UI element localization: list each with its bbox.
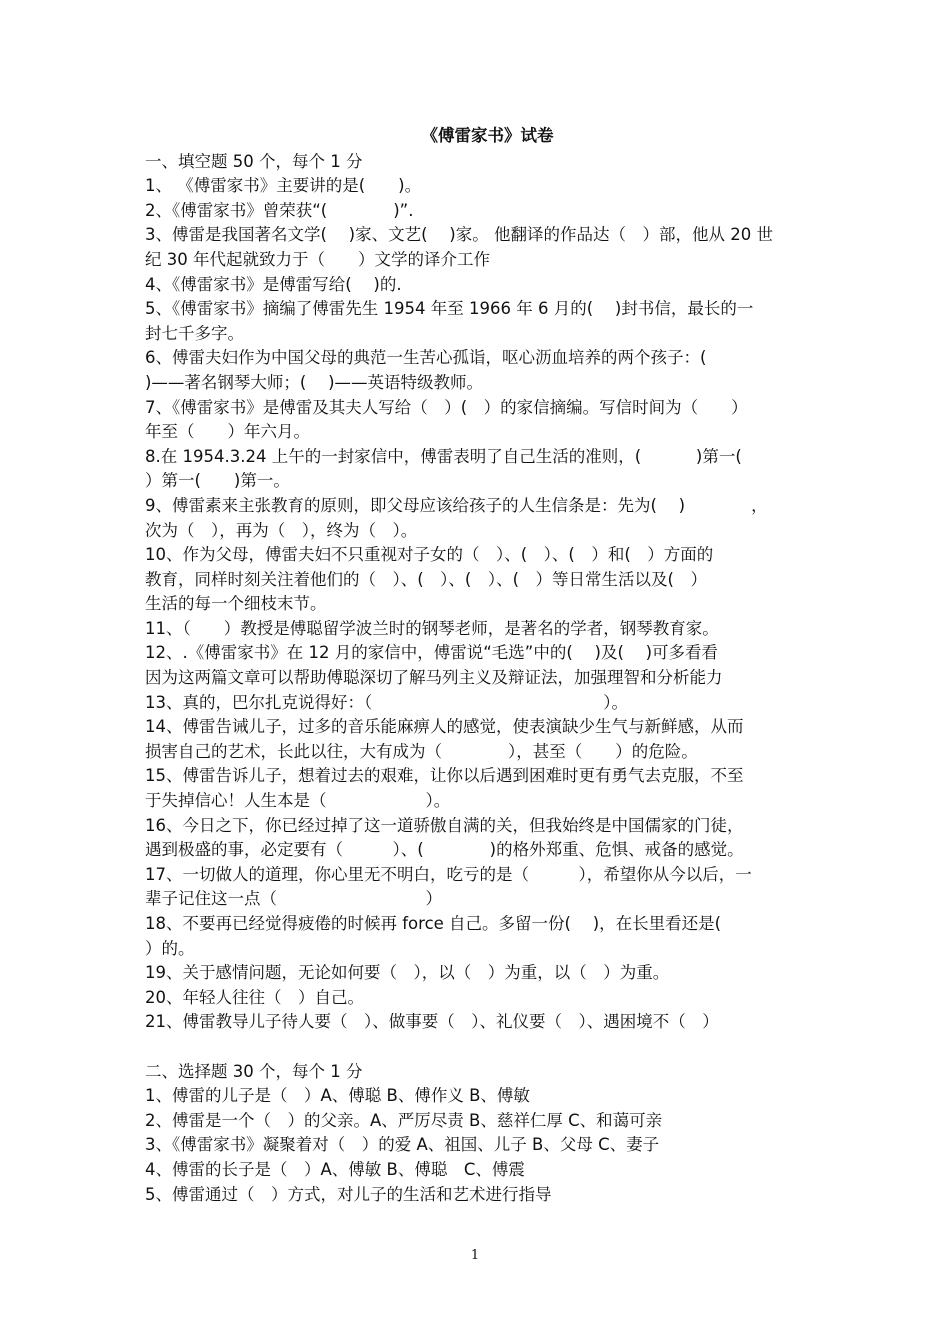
- fill-blank-questions: [145, 174, 810, 1035]
- question-line: 2、《傅雷家书》曾荣获“( )”.: [145, 200, 414, 220]
- question-line: 5、《傅雷家书》摘编了傅雷先生 1954 年至 1966 年 6 月的( )封书信，最长的一: [145, 299, 754, 319]
- question-line: 12、.《傅雷家书》在 12 月的家信中，傅雷说“毛选”中的( )及( )可多看看: [145, 643, 719, 663]
- question-line: 3、傅雷是我国著名文学( )家、文艺( )家。 他翻译的作品达（ ）部，他从 20 世: [145, 225, 773, 245]
- spacer: [145, 1035, 810, 1060]
- page-number: 1: [470, 1248, 480, 1263]
- question-line: 辈子记住这一点（ ）: [145, 889, 442, 909]
- question-line: 教育，同样时刻关注着他们的（ ）、( ）、( ）、( ）等日常生活以及( ）: [145, 569, 707, 589]
- question-line: 10、作为父母，傅雷夫妇不只重视对子女的（ ）、( ）、( ）和( ）方面的: [145, 545, 714, 565]
- question-line: 生活的每一个细枝末节。: [145, 594, 327, 614]
- question-line: 因为这两篇文章可以帮助傅聪深切了解马列主义及辩证法，加强理智和分析能力: [145, 668, 723, 688]
- question-line: 2、傅雷是一个（ ）的父亲。A、严厉尽责 B、慈祥仁厚 C、和蔼可亲: [145, 1110, 663, 1130]
- question-line: 7、《傅雷家书》是傅雷及其夫人写给（ ）( ）的家信摘编。写信时间为（ ）: [145, 397, 748, 417]
- question-line: )——著名钢琴大师；( )——英语特级教师。: [145, 372, 484, 392]
- question-line: 17、一切做人的道理，你心里无不明白，吃亏的是（ ），希望你从今以后，一: [145, 864, 752, 884]
- question-line: 13、真的，巴尔扎克说得好：（ ）。: [145, 692, 628, 712]
- question-line: 遇到极盛的事，必定要有（ ）、( )的格外郑重、危惧、戒备的感觉。: [145, 840, 744, 860]
- question-line: 16、今日之下，你已经过掉了这一道骄傲自满的关，但我始终是中国儒家的门徒，: [145, 815, 744, 835]
- question-line: 年至（ ）年六月。: [145, 422, 310, 442]
- multiple-choice-questions: [145, 1084, 810, 1207]
- question-line: 18、不要再已经觉得疲倦的时候再 force 自己。多留一份( )，在长里看还是(: [145, 914, 722, 933]
- question-line: 9、傅雷素来主张教育的原则，即父母应该给孩子的人生信条是：先为( ) ，: [145, 495, 768, 515]
- question-line: 于失掉信心！人生本是（ ）。: [145, 791, 451, 811]
- question-line: 损害自己的艺术，长此以往，大有成为（ ），甚至（ ）的危险。: [145, 741, 698, 761]
- question-line: 8.在 1954.3.24 上午的一封家信中，傅雷表明了自己生活的准则，( )第一(: [145, 446, 742, 466]
- question-line: 20、年轻人往往（ ）自己。: [145, 987, 364, 1007]
- question-line: 6、傅雷夫妇作为中国父母的典范一生苦心孤诣，呕心沥血培养的两个孩子：(: [145, 348, 707, 368]
- question-line: 次为（ ），再为（ ），终为（ ）。: [145, 520, 418, 540]
- question-line: 4、《傅雷家书》是傅雷写给( )的.: [145, 274, 402, 294]
- question-line: 11、（ ）教授是傅聪留学波兰时的钢琴老师，是著名的学者，钢琴教育家。: [145, 618, 719, 638]
- section-heading: 二、选择题 30 个，每个 1 分: [145, 1061, 363, 1081]
- question-line: 3、《傅雷家书》凝聚着对（ ）的爱 A、祖国、儿子 B、父母 C、妻子: [145, 1135, 660, 1155]
- page-title: 《傅雷家书》试卷: [421, 126, 554, 145]
- question-line: 5、傅雷通过（ ）方式，对儿子的生活和艺术进行指导: [145, 1184, 552, 1204]
- question-line: 21、傅雷教导儿子待人要（ ）、做事要（ ）、礼仪要（ ）、遇困境不（ ）: [145, 1012, 719, 1032]
- question-line: 14、傅雷告诫儿子，过多的音乐能麻痹人的感觉，使表演缺少生气与新鲜感，从而: [145, 717, 744, 737]
- question-line: ）第一( )第一。: [145, 471, 290, 491]
- question-line: 封七千多字。: [145, 323, 244, 343]
- question-line: 1、傅雷的儿子是（ ）A、傅聪 B、傅作义 B、傅敏: [145, 1086, 530, 1106]
- question-line: 15、傅雷告诉儿子，想着过去的艰难，让你以后遇到困难时更有勇气去克服，不至: [145, 766, 744, 786]
- question-line: ）的。: [145, 938, 195, 958]
- question-line: 19、关于感情问题，无论如何要（ ），以（ ）为重，以（ ）为重。: [145, 963, 670, 983]
- section-heading: 一、填空题 50 个，每个 1 分: [145, 151, 363, 171]
- question-line: 1、 《傅雷家书》主要讲的是( )。: [145, 176, 422, 196]
- question-line: 4、傅雷的长子是（ ）A、傅敏 B、傅聪 C、傅震: [145, 1159, 525, 1179]
- document-body: [145, 124, 810, 1207]
- question-line: 纪 30 年代起就致力于（ ）文学的译介工作: [145, 249, 490, 269]
